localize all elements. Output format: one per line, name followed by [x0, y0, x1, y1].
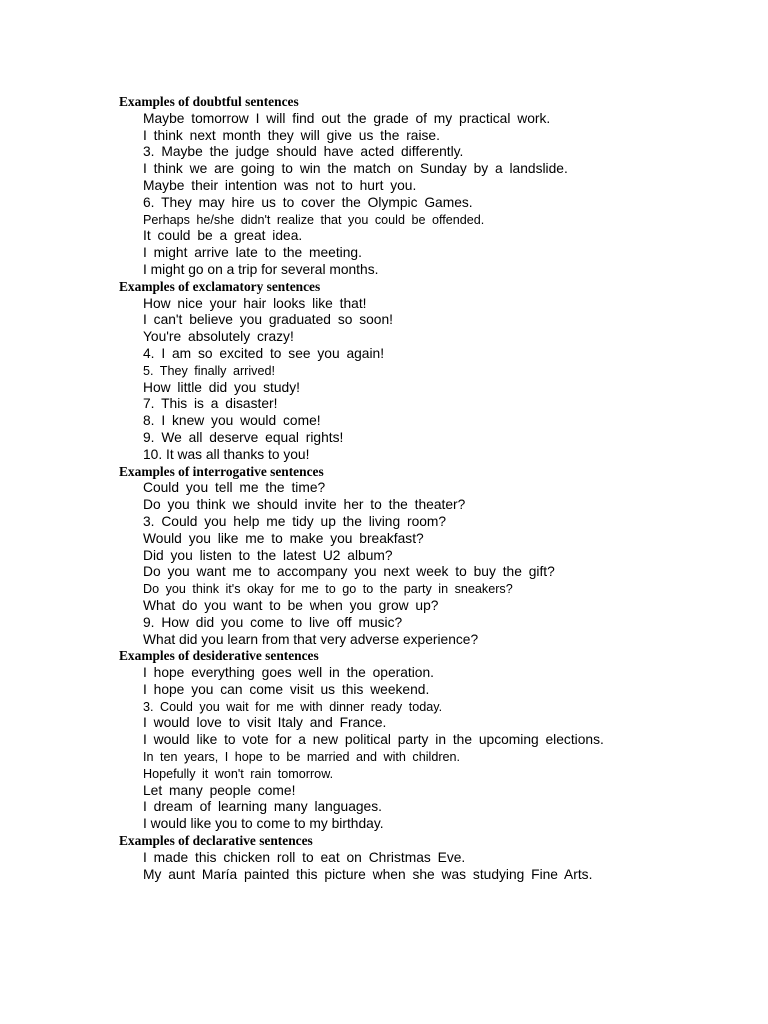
sentence-item: I think next month they will give us the raise.	[143, 127, 440, 143]
sentence-item: 6. They may hire us to cover the Olympic Games.	[143, 194, 473, 210]
sentence-item: Would you like me to make you breakfast?	[143, 530, 424, 546]
sentence-item: I hope you can come visit us this weekend.	[143, 681, 430, 697]
sentence-item: Do you think we should invite her to the theater?	[143, 497, 466, 513]
sentence-item: My aunt María painted this picture when she was studying Fine Arts.	[143, 866, 593, 882]
section-exclamatory	[119, 279, 719, 464]
sentence-item: 3. Could you wait for me with dinner ready today.	[143, 699, 443, 714]
sentence-item: It could be a great idea.	[143, 228, 303, 244]
sentence-item: 4. I am so excited to see you again!	[143, 345, 385, 361]
sentence-item: Maybe tomorrow I will find out the grade of my practical work.	[143, 110, 551, 126]
sentence-item: I might arrive late to the meeting.	[143, 245, 362, 261]
sentence-item: 3. Could you help me tidy up the living room?	[143, 513, 447, 529]
sentence-item: I made this chicken roll to eat on Christmas Eve.	[143, 849, 466, 865]
section-doubtful	[119, 94, 719, 279]
section-heading: Examples of declarative sentences	[119, 833, 313, 849]
sentence-item: Do you want me to accompany you next week to buy the gift?	[143, 564, 555, 580]
sentence-item: How little did you study!	[143, 379, 300, 395]
sentence-item: 8. I knew you would come!	[143, 413, 321, 429]
sentence-item: You're absolutely crazy!	[143, 329, 294, 345]
sentence-item: I think we are going to win the match on Sunday by a landslide.	[143, 161, 568, 177]
sentence-item: Let many people come!	[143, 782, 296, 798]
sentence-item: 9. We all deserve equal rights!	[143, 429, 344, 445]
sentence-item: 5. They finally arrived!	[143, 363, 275, 378]
section-interrogative	[119, 464, 719, 649]
sentence-item: I would love to visit Italy and France.	[143, 715, 387, 731]
section-heading: Examples of desiderative sentences	[119, 648, 319, 664]
section-declarative	[119, 833, 719, 883]
sentence-item: 9. How did you come to live off music?	[143, 614, 403, 630]
sentence-item: 3. Maybe the judge should have acted differently.	[143, 144, 464, 160]
section-heading: Examples of doubtful sentences	[119, 94, 299, 109]
sentence-item: Could you tell me the time?	[143, 480, 326, 496]
section-heading: Examples of exclamatory sentences	[119, 278, 321, 294]
section-desiderative	[119, 648, 719, 833]
sentence-item: Hopefully it won't rain tomorrow.	[143, 766, 334, 781]
sentence-item: I would like you to come to my birthday.	[143, 816, 384, 832]
sentence-item: Maybe their intention was not to hurt you.	[143, 177, 417, 193]
sentence-item: I dream of learning many languages.	[143, 799, 382, 815]
sentence-item: I might go on a trip for several months.	[143, 261, 379, 277]
sentence-item: Do you think it's okay for me to go to the party in sneakers?	[143, 582, 513, 597]
sentence-item: What do you want to be when you grow up?	[143, 597, 439, 613]
sentence-item: I hope everything goes well in the operation.	[143, 665, 434, 681]
sentence-item: Did you listen to the latest U2 album?	[143, 547, 393, 563]
sentence-item: I would like to vote for a new political party in the upcoming elections.	[143, 732, 604, 748]
sentence-item: In ten years, I hope to be married and with children.	[143, 750, 461, 765]
sentence-item: 10. It was all thanks to you!	[143, 446, 310, 462]
section-heading: Examples of interrogative sentences	[119, 463, 324, 479]
sentence-item: How nice your hair looks like that!	[143, 295, 367, 311]
sentence-item: Perhaps he/she didn't realize that you could be offended.	[143, 212, 485, 227]
sentence-item: I can't believe you graduated so soon!	[143, 312, 393, 328]
sentence-item: What did you learn from that very adverse experience?	[143, 631, 479, 647]
sentence-item: 7. This is a disaster!	[143, 396, 278, 412]
document-body	[119, 94, 719, 883]
